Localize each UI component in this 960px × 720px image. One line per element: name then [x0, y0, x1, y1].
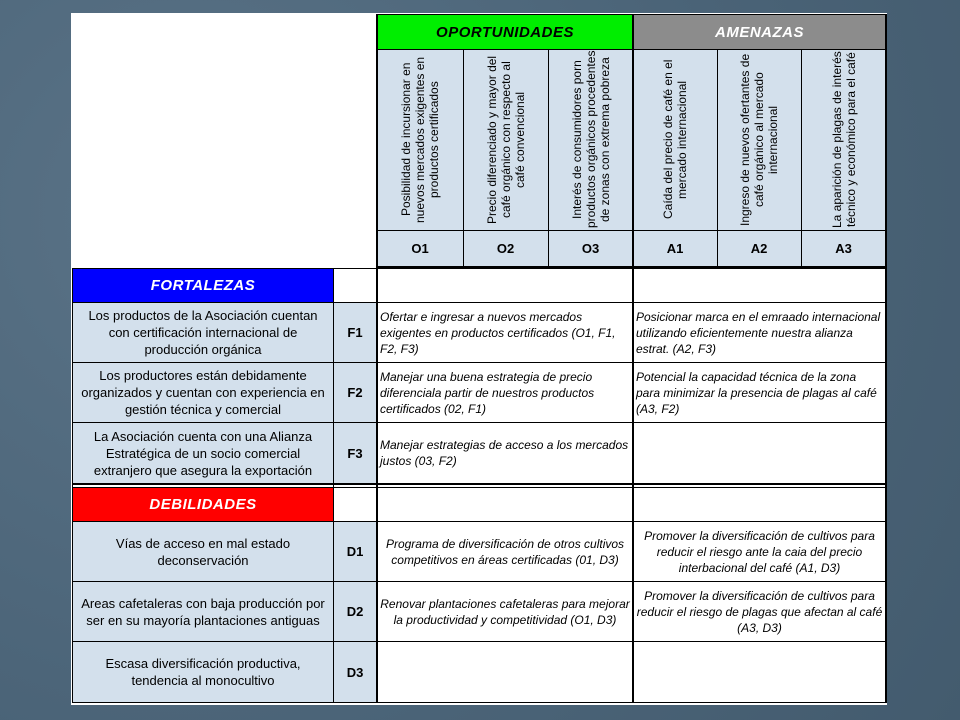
debilidad-code-d1: D1	[333, 522, 377, 581]
grid-line	[72, 422, 886, 423]
column-desc-a3-text: La aparición de plagas de interés técnico y económico para el café	[829, 51, 858, 228]
column-code-a2: A2	[717, 231, 801, 266]
strategy-do-d2: Renovar plantaciones cafetaleras para mejorar la productividad y competitividad (O1, D3)	[380, 596, 630, 627]
strategy-da-d3	[633, 642, 886, 702]
debilidad-code-d2: D2	[333, 582, 377, 641]
grid-line	[72, 483, 886, 485]
strategy-da-d1: Promover la diversificación de cultivos para reducir el riesgo ante la caia del precio interbacional del café (A1, D3)	[644, 528, 875, 575]
column-code-a3: A3	[801, 231, 886, 266]
strategy-fo-f2: Manejar una buena estrategia de precio diferenciala partir de nuestros productos certificados (02, F1)	[380, 369, 595, 416]
grid-line	[548, 49, 549, 267]
debilidad-code-d3: D3	[333, 642, 377, 702]
grid-line	[376, 14, 378, 703]
foda-matrix	[71, 13, 887, 705]
column-code-a1: A1	[633, 231, 717, 266]
column-desc-a1	[633, 49, 717, 230]
column-desc-o3-text: Interés de consumidores porn productos orgánicos procedentes de zonas con extrema pobreza	[569, 50, 612, 229]
amenazas-header	[633, 15, 886, 49]
amenazas-header-label: AMENAZAS	[715, 23, 804, 41]
column-desc-a3	[801, 49, 886, 230]
debilidad-desc-d3: Escasa diversificación productiva, tendencia al monocultivo	[73, 642, 333, 702]
grid-line	[717, 49, 718, 267]
grid-line	[801, 49, 802, 267]
grid-line	[72, 581, 886, 582]
grid-line	[72, 362, 886, 363]
fortaleza-code-f2: F2	[333, 363, 377, 422]
oportunidades-header	[377, 15, 633, 49]
strategy-fo-f3: Manejar estrategias de acceso a los mercados justos (03, F2)	[380, 438, 629, 468]
grid-line	[72, 268, 886, 269]
strategy-fo-f1: Ofertar e ingresar a nuevos mercados exigentes en productos certificados (O1, F1, F2, F3)	[380, 309, 616, 356]
column-code-o3: O3	[548, 231, 633, 266]
column-desc-a1-text: Caída del precio de café en el mercado internacional	[661, 59, 689, 220]
fortalezas-header-label: FORTALEZAS	[150, 277, 256, 294]
grid-line	[72, 302, 886, 303]
fortaleza-desc-f3: La Asociación cuenta con una Alianza Estratégica de un socio comercial extranjero que asegura la exportación	[73, 423, 333, 483]
grid-line	[632, 14, 634, 703]
grid-line	[885, 14, 887, 703]
column-desc-a2	[717, 49, 801, 230]
column-desc-o3	[548, 49, 633, 230]
strategy-fa-f2: Potencial la capacidad técnica de la zona para minimizar la presencia de plagas al café (A3, F2)	[636, 369, 877, 416]
grid-line	[72, 268, 73, 703]
oportunidades-header-label: OPORTUNIDADES	[436, 23, 574, 41]
grid-line	[72, 521, 886, 522]
column-desc-o1-text: Posibilidad de incursionar en nuevos mercados exigentes en productos certificados	[399, 56, 441, 223]
grid-line	[72, 702, 886, 703]
column-desc-o2	[463, 49, 548, 230]
fortaleza-desc-f1: Los productos de la Asociación cuentan con certificación internacional de producción orgánica	[73, 303, 333, 362]
strategy-do-d1: Programa de diversificación de otros cultivos competitivos en áreas certificadas (01, D3)	[385, 536, 625, 567]
fortaleza-code-f1: F1	[333, 303, 377, 362]
grid-line	[72, 487, 886, 488]
column-code-o1: O1	[377, 231, 463, 266]
fortaleza-code-f3: F3	[333, 423, 377, 483]
strategy-fa-f1: Posicionar marca en el emraado internacional utilizando eficientemente nuestra alianza estrat. (A2, F3)	[636, 309, 881, 356]
debilidades-header	[73, 488, 333, 521]
column-desc-o1	[377, 49, 463, 230]
fortalezas-header	[73, 269, 333, 302]
column-desc-o2-text: Precio diferenciado y mayor del café orgánico con respecto al café convencional	[484, 55, 527, 224]
fortaleza-desc-f2: Los productores están debidamente organizados y cuentan con experiencia en gestión técnica y comercial	[73, 363, 333, 422]
debilidades-header-label: DEBILIDADES	[149, 496, 257, 513]
strategy-fa-f3	[633, 423, 886, 483]
grid-line	[72, 641, 886, 642]
column-desc-a2-text: Ingreso de nuevos ofertantes de café orgánico al mercado internacional	[738, 53, 780, 226]
debilidad-desc-d1: Vías de acceso en mal estado deconservación	[73, 522, 333, 581]
strategy-da-d2: Promover la diversificación de cultivos para reducir el riesgo de plagas que afectan al café (A3, D3)	[636, 588, 883, 635]
column-code-o2: O2	[463, 231, 548, 266]
debilidad-desc-d2: Areas cafetaleras con baja producción por ser en su mayoría plantaciones antiguas	[73, 582, 333, 641]
grid-line	[333, 268, 334, 703]
strategy-do-d3	[377, 642, 633, 702]
grid-line	[463, 49, 464, 267]
